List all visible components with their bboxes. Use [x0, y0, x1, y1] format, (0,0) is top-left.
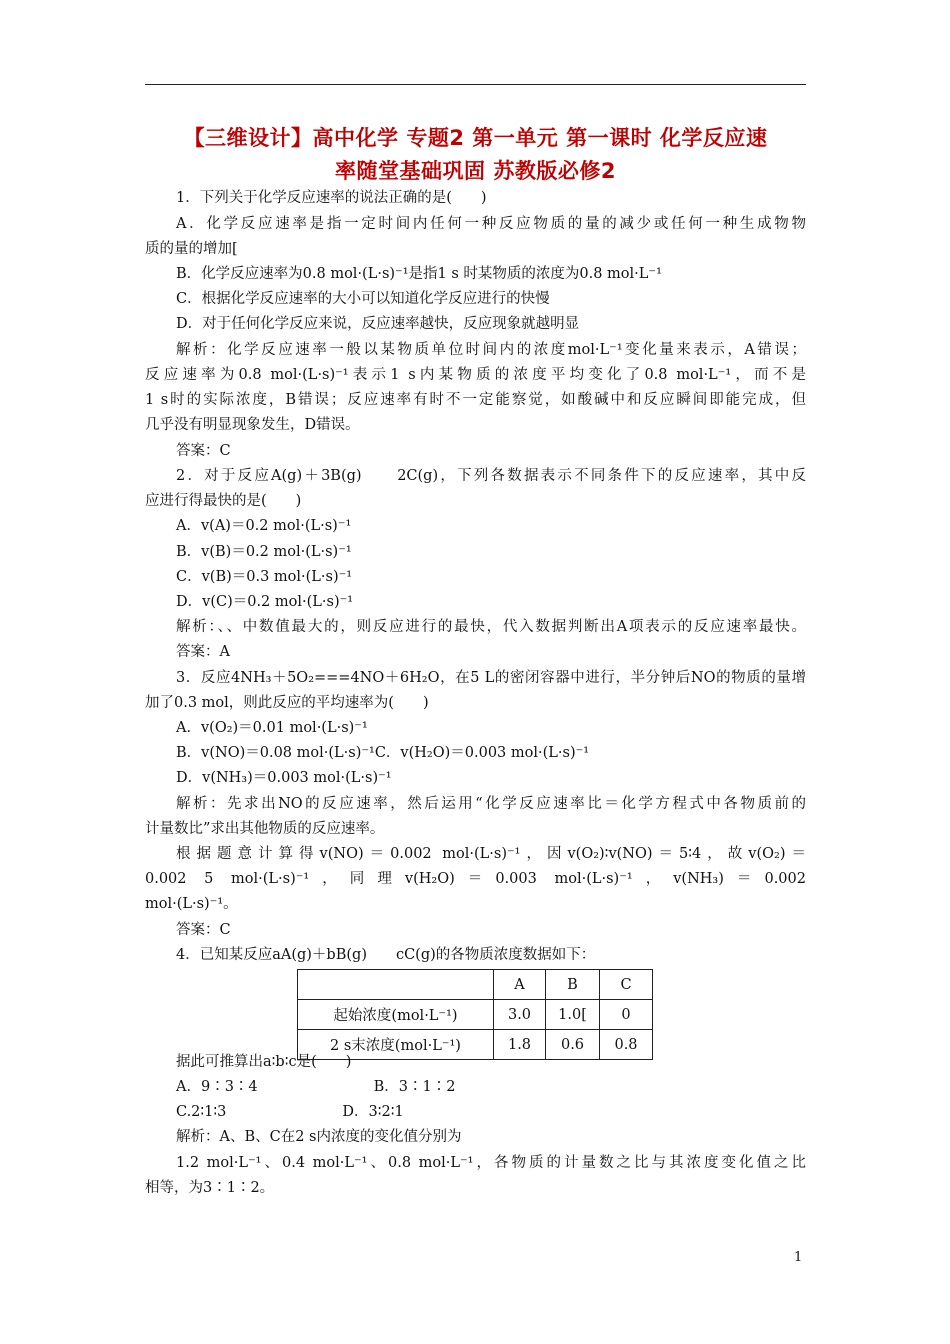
question-2-option-a: A．v(A)＝0.2 mol·(L·s)⁻¹: [176, 518, 352, 534]
question-3-analysis-line-3: 根据题意计算得v(NO)＝0.002 mol·(L·s)⁻¹，因v(O₂)∶v(NO)＝5∶4，故v(O₂)＝: [176, 846, 806, 862]
page-number: 1: [794, 1250, 803, 1265]
question-1-option-a-cont: 质的量的增加[: [145, 241, 238, 257]
question-3-analysis-line-5: mol·(L·s)⁻¹。: [145, 896, 238, 912]
question-4-ask: 据此可推算出a∶b∶c是( ): [176, 1054, 352, 1070]
table-cell: C: [600, 970, 653, 1000]
concentration-table: [297, 969, 653, 1060]
question-3-option-a: A．v(O₂)＝0.01 mol·(L·s)⁻¹: [176, 720, 368, 736]
table-cell: 0: [600, 1000, 653, 1030]
table-cell: 3.0: [494, 1000, 546, 1030]
question-1-analysis-line-3: 1 s时的实际浓度，B错误；反应速率有时不一定能察觉，如酸碱中和反应瞬间即能完成，但: [145, 392, 806, 408]
question-2-option-b: B．v(B)＝0.2 mol·(L·s)⁻¹: [176, 544, 352, 560]
question-2-stem-cont: 应进行得最快的是( ): [145, 493, 302, 509]
question-4-analysis-line-2: 1.2 mol·L⁻¹、0.4 mol·L⁻¹、0.8 mol·L⁻¹，各物质的计量数之比与其浓度变化值之比: [176, 1155, 806, 1171]
table-cell: 0.6: [546, 1030, 600, 1060]
question-3-analysis-line-4: 0.002 5 mol·(L·s)⁻¹，同理v(H₂O)＝0.003 mol·(L·s)⁻¹，v(NH₃)＝0.002: [145, 871, 806, 887]
question-1-option-d: D．对于任何化学反应来说，反应速率越快，反应现象就越明显: [176, 316, 580, 332]
question-1-option-a: A．化学反应速率是指一定时间内任何一种反应物质的量的减少或任何一种生成物物: [176, 216, 806, 232]
question-1-answer: 答案：C: [176, 443, 231, 459]
question-1-analysis-line-2: 反应速率为0.8 mol·(L·s)⁻¹表示1 s内某物质的浓度平均变化了0.8 mol·L⁻¹，而不是: [145, 367, 806, 383]
question-3-option-d: D．v(NH₃)＝0.003 mol·(L·s)⁻¹: [176, 770, 392, 786]
document-title-line-1: 【三维设计】高中化学 专题2 第一单元 第一课时 化学反应速: [183, 126, 768, 150]
question-1-option-c: C．根据化学反应速率的大小可以知道化学反应进行的快慢: [176, 291, 550, 307]
question-3-answer: 答案：C: [176, 922, 231, 938]
question-2-stem: 2．对于反应A(g)＋3B(g) 2C(g)，下列各数据表示不同条件下的反应速率，其中反: [176, 468, 806, 484]
question-2-option-c: C．v(B)＝0.3 mol·(L·s)⁻¹: [176, 569, 353, 585]
table-row: [298, 1000, 653, 1030]
table-cell: [298, 970, 494, 1000]
table-header-row: [298, 970, 653, 1000]
question-3-analysis: 解析：先求出NO的反应速率，然后运用“化学反应速率比＝化学方程式中各物质前的: [176, 796, 806, 812]
table-cell: 1.0[: [546, 1000, 600, 1030]
question-3-analysis-line-2: 计量数比”求出其他物质的反应速率。: [145, 821, 385, 837]
table-cell: 2 s末浓度(mol·L⁻¹): [298, 1030, 494, 1060]
question-2-answer: 答案：A: [176, 644, 230, 660]
document-title-line-2: 率随堂基础巩固 苏教版必修2: [335, 159, 616, 183]
question-1-option-b: B．化学反应速率为0.8 mol·(L·s)⁻¹是指1 s 时某物质的浓度为0.8 mol·L⁻¹: [176, 266, 662, 282]
table-cell: 1.8: [494, 1030, 546, 1060]
table-cell: 0.8: [600, 1030, 653, 1060]
question-1-stem: 1．下列关于化学反应速率的说法正确的是( ): [176, 190, 487, 206]
question-4-options-a-b: A．9∶3∶4 B．3∶1∶2: [176, 1079, 456, 1095]
table-cell: 起始浓度(mol·L⁻¹): [298, 1000, 494, 1030]
question-3-option-b-c: B．v(NO)＝0.08 mol·(L·s)⁻¹C．v(H₂O)＝0.003 mol·(L·s)⁻¹: [176, 745, 590, 761]
table-cell: A: [494, 970, 546, 1000]
table-cell: B: [546, 970, 600, 1000]
question-4-analysis-line-3: 相等，为3∶1∶2。: [145, 1180, 275, 1196]
question-3-stem-cont: 加了0.3 mol，则此反应的平均速率为( ): [145, 695, 429, 711]
question-1-analysis: 解析：化学反应速率一般以某物质单位时间内的浓度mol·L⁻¹变化量来表示，A错误；: [176, 342, 806, 358]
header-rule: [145, 84, 806, 85]
question-2-analysis: 解析：、、中数值最大的，则反应进行的最快，代入数据判断出A项表示的反应速率最快。: [176, 619, 806, 635]
question-4-analysis: 解析：A、B、C在2 s内浓度的变化值分别为: [176, 1129, 462, 1145]
question-1-analysis-line-4: 几乎没有明显现象发生，D错误。: [145, 417, 360, 433]
question-4-stem: 4．已知某反应aA(g)＋bB(g) cC(g)的各物质浓度数据如下：: [176, 947, 596, 963]
question-2-option-d: D．v(C)＝0.2 mol·(L·s)⁻¹: [176, 594, 354, 610]
question-4-options-c-d: C.2∶1∶3 D．3∶2∶1: [176, 1104, 404, 1120]
question-3-stem: 3．反应4NH₃＋5O₂===4NO＋6H₂O，在5 L的密闭容器中进行，半分钟后NO的物质的量增: [176, 670, 806, 686]
